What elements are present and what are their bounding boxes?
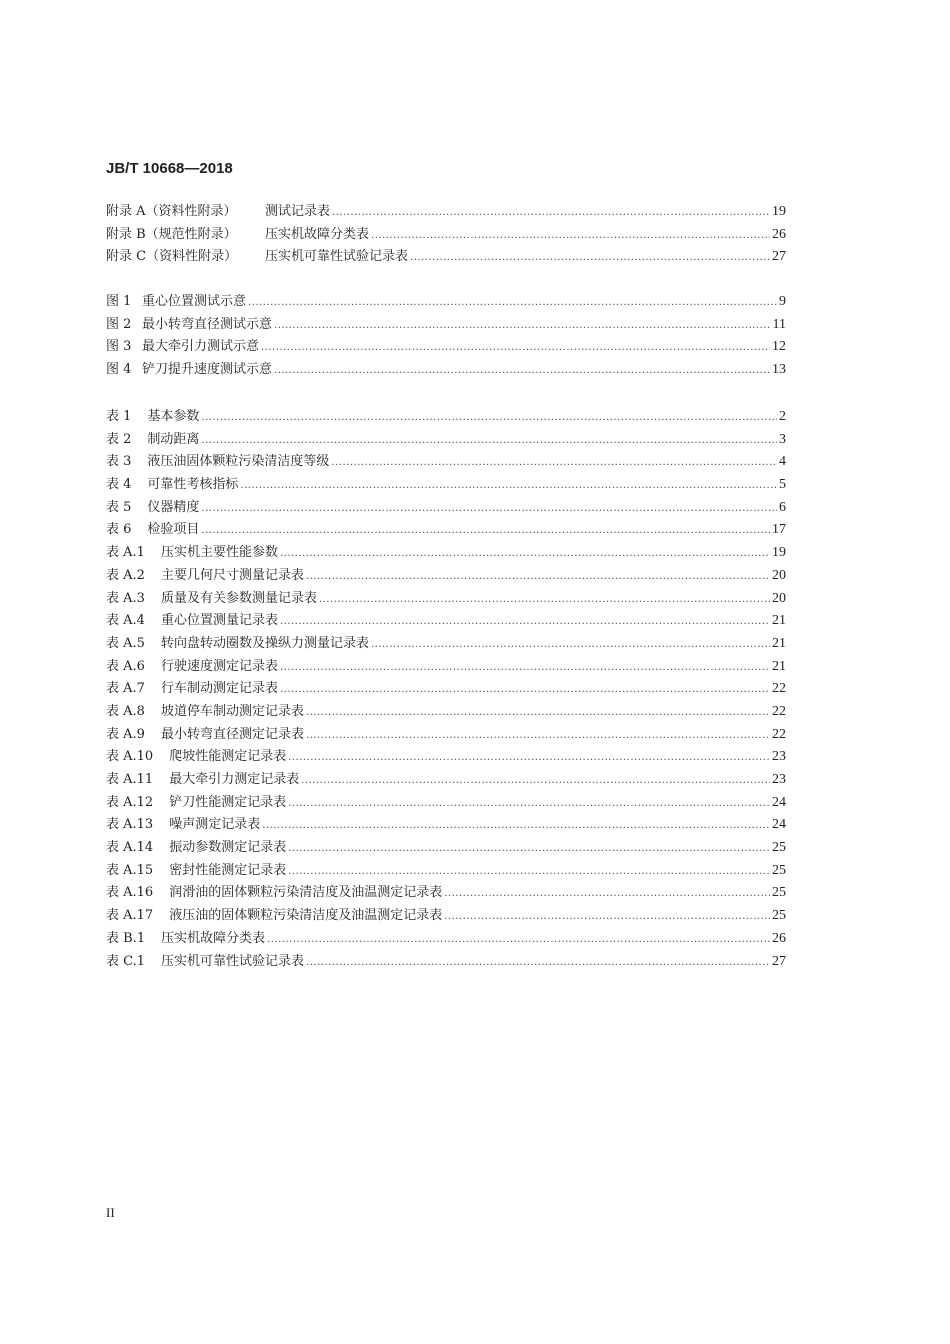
entry-title: 检验项目 — [147, 522, 200, 538]
entry-page: 25 — [772, 908, 786, 924]
dot-leader — [248, 291, 777, 315]
entry-page: 19 — [772, 545, 786, 561]
entry-label: 附录 B（规范性附录） — [106, 226, 237, 242]
table-entry[interactable] — [106, 406, 786, 429]
entry-label: 表 A.6 — [106, 658, 145, 674]
entry-title: 重心位置测量记录表 — [160, 613, 278, 629]
dot-leader — [332, 201, 770, 225]
entry-page: 25 — [772, 840, 786, 856]
entry-label: 表 B.1 — [106, 930, 146, 946]
entry-label: 表 A.13 — [106, 817, 154, 833]
entry-page: 4 — [779, 454, 786, 470]
dot-leader — [444, 882, 770, 906]
entry-page: 21 — [772, 613, 786, 629]
dot-leader — [280, 656, 770, 680]
table-list — [106, 406, 786, 973]
appendix-list — [106, 201, 786, 269]
entry-page: 23 — [772, 749, 786, 765]
figure-list — [106, 291, 786, 382]
entry-title: 制动距离 — [147, 431, 200, 447]
entry-label: 表 A.9 — [106, 726, 145, 742]
entry-page: 2 — [779, 409, 786, 424]
entry-label: 表 3 — [106, 454, 132, 470]
entry-page: 21 — [772, 658, 786, 674]
dot-leader — [274, 359, 770, 383]
table-entry[interactable] — [106, 928, 786, 951]
dot-leader — [201, 406, 777, 430]
table-entry[interactable] — [106, 792, 786, 815]
table-entry[interactable] — [106, 429, 786, 452]
document-number-header: JB/T 10668—2018 — [106, 160, 233, 177]
entry-label: 表 1 — [106, 409, 132, 424]
dot-leader — [306, 724, 770, 748]
dot-leader — [288, 746, 770, 770]
dot-leader — [261, 336, 770, 360]
entry-title: 行驶速度测定记录表 — [160, 658, 278, 674]
entry-page: 27 — [772, 953, 786, 969]
entry-label: 表 A.16 — [106, 885, 154, 901]
entry-title: 可靠性考核指标 — [147, 477, 239, 493]
entry-page: 24 — [772, 817, 786, 833]
entry-page: 25 — [772, 862, 786, 878]
table-entry[interactable] — [106, 746, 786, 769]
entry-page: 9 — [779, 294, 786, 309]
figure-entry[interactable] — [106, 359, 786, 382]
entry-label: 表 5 — [106, 499, 132, 515]
entry-label: 图 2 — [106, 316, 132, 332]
entry-page: 13 — [772, 362, 786, 378]
dot-leader — [280, 542, 770, 566]
entry-label: 表 A.10 — [106, 749, 154, 765]
entry-page: 19 — [772, 204, 786, 219]
dot-leader — [201, 519, 770, 543]
table-entry[interactable] — [106, 610, 786, 633]
entry-title: 噪声测定记录表 — [169, 817, 261, 833]
dot-leader — [201, 429, 777, 453]
entry-title: 仪器精度 — [147, 499, 200, 515]
entry-label: 表 A.8 — [106, 703, 145, 719]
dot-leader — [240, 474, 777, 498]
entry-title: 测试记录表 — [265, 204, 331, 219]
entry-page: 22 — [772, 703, 786, 719]
entry-title: 最小转弯直径测定记录表 — [160, 726, 304, 742]
entry-label: 图 1 — [106, 294, 132, 309]
dot-leader — [288, 792, 770, 816]
entry-page: 5 — [779, 477, 786, 493]
entry-label: 表 2 — [106, 431, 132, 447]
entry-title: 润滑油的固体颗粒污染清洁度及油温测定记录表 — [169, 885, 443, 901]
table-entry[interactable] — [106, 588, 786, 611]
dot-leader — [262, 814, 770, 838]
entry-label: 表 A.4 — [106, 613, 145, 629]
entry-label: 表 A.3 — [106, 590, 145, 606]
table-entry[interactable] — [106, 474, 786, 497]
entry-title: 铲刀提升速度测试示意 — [142, 362, 273, 378]
entry-title: 基本参数 — [147, 409, 200, 424]
entry-label: 表 A.7 — [106, 681, 145, 697]
entry-label: 图 3 — [106, 339, 132, 355]
dot-leader — [371, 224, 770, 248]
entry-title: 铲刀性能测定记录表 — [169, 794, 287, 810]
entry-title: 压实机可靠性试验记录表 — [265, 249, 409, 265]
entry-title: 振动参数测定记录表 — [169, 840, 287, 856]
table-entry[interactable] — [106, 701, 786, 724]
table-entry[interactable] — [106, 656, 786, 679]
dot-leader — [306, 951, 770, 975]
dot-leader — [201, 497, 777, 521]
entry-title: 液压油固体颗粒污染清洁度等级 — [147, 454, 330, 470]
table-entry[interactable] — [106, 882, 786, 905]
table-entry[interactable] — [106, 497, 786, 520]
table-entry[interactable] — [106, 633, 786, 656]
entry-label: 附录 C（资料性附录） — [106, 249, 238, 265]
entry-label: 表 C.1 — [106, 953, 146, 969]
entry-label: 表 4 — [106, 477, 132, 493]
entry-label: 表 A.14 — [106, 840, 154, 856]
table-entry[interactable] — [106, 860, 786, 883]
dot-leader — [267, 928, 770, 952]
dot-leader — [280, 678, 770, 702]
table-entry[interactable] — [106, 451, 786, 474]
table-entry[interactable] — [106, 837, 786, 860]
dot-leader — [371, 633, 770, 657]
appendix-entry[interactable] — [106, 224, 786, 247]
dot-leader — [280, 610, 770, 634]
appendix-entry[interactable] — [106, 246, 786, 269]
entry-page: 20 — [772, 590, 786, 606]
table-entry[interactable] — [106, 678, 786, 701]
entry-page: 11 — [772, 316, 786, 332]
entry-page: 6 — [779, 499, 786, 515]
entry-label: 表 A.12 — [106, 794, 154, 810]
table-entry[interactable] — [106, 814, 786, 837]
entry-title: 密封性能测定记录表 — [169, 862, 287, 878]
entry-title: 转向盘转动圈数及操纵力测量记录表 — [160, 635, 369, 651]
entry-label: 表 A.1 — [106, 545, 145, 561]
entry-page: 3 — [779, 431, 786, 447]
dot-leader — [288, 837, 770, 861]
entry-title: 行车制动测定记录表 — [160, 681, 278, 697]
table-entry[interactable] — [106, 542, 786, 565]
appendix-entry[interactable] — [106, 201, 786, 224]
entry-page: 26 — [772, 226, 786, 242]
dot-leader — [444, 905, 770, 929]
entry-label: 表 A.2 — [106, 567, 145, 583]
figure-entry[interactable] — [106, 336, 786, 359]
entry-title: 重心位置测试示意 — [142, 294, 247, 309]
entry-page: 23 — [772, 772, 786, 787]
entry-title: 坡道停车制动测定记录表 — [160, 703, 304, 719]
table-entry[interactable] — [106, 905, 786, 928]
entry-label: 表 A.5 — [106, 635, 145, 651]
dot-leader — [331, 451, 777, 475]
entry-title: 质量及有关参数测量记录表 — [160, 590, 317, 606]
table-entry[interactable] — [106, 951, 786, 974]
figure-entry[interactable] — [106, 291, 786, 314]
page-number-footer: II — [106, 1205, 115, 1220]
dot-leader — [306, 701, 770, 725]
entry-title: 压实机故障分类表 — [161, 930, 266, 946]
entry-page: 21 — [772, 635, 786, 651]
dot-leader — [319, 588, 770, 612]
table-entry[interactable] — [106, 565, 786, 588]
dot-leader — [306, 565, 770, 589]
entry-title: 主要几何尺寸测量记录表 — [160, 567, 304, 583]
entry-page: 20 — [772, 567, 786, 583]
entry-page: 24 — [772, 794, 786, 810]
dot-leader — [288, 860, 770, 884]
entry-page: 26 — [772, 930, 786, 946]
entry-title: 最大牵引力测定记录表 — [169, 772, 300, 787]
entry-title: 最小转弯直径测试示意 — [142, 316, 273, 332]
entry-page: 22 — [772, 681, 786, 697]
entry-label: 图 4 — [106, 362, 132, 378]
figure-entry[interactable] — [106, 314, 786, 337]
entry-label: 表 A.17 — [106, 908, 154, 924]
entry-label: 表 A.11 — [106, 772, 154, 787]
entry-page: 27 — [772, 249, 786, 265]
entry-label: 表 A.15 — [106, 862, 154, 878]
table-entry[interactable] — [106, 724, 786, 747]
dot-leader — [274, 314, 771, 338]
entry-page: 17 — [772, 522, 786, 538]
entry-page: 22 — [772, 726, 786, 742]
table-entry[interactable] — [106, 769, 786, 792]
dot-leader — [410, 246, 770, 270]
entry-title: 压实机可靠性试验记录表 — [161, 953, 305, 969]
entry-page: 25 — [772, 885, 786, 901]
entry-title: 最大牵引力测试示意 — [142, 339, 260, 355]
entry-page: 12 — [772, 339, 786, 355]
table-entry[interactable] — [106, 519, 786, 542]
entry-label: 表 6 — [106, 522, 132, 538]
entry-label: 附录 A（资料性附录） — [106, 204, 237, 219]
entry-title: 爬坡性能测定记录表 — [169, 749, 287, 765]
entry-title: 压实机主要性能参数 — [160, 545, 278, 561]
dot-leader — [301, 769, 770, 793]
entry-title: 压实机故障分类表 — [265, 226, 370, 242]
entry-title: 液压油的固体颗粒污染清洁度及油温测定记录表 — [169, 908, 443, 924]
